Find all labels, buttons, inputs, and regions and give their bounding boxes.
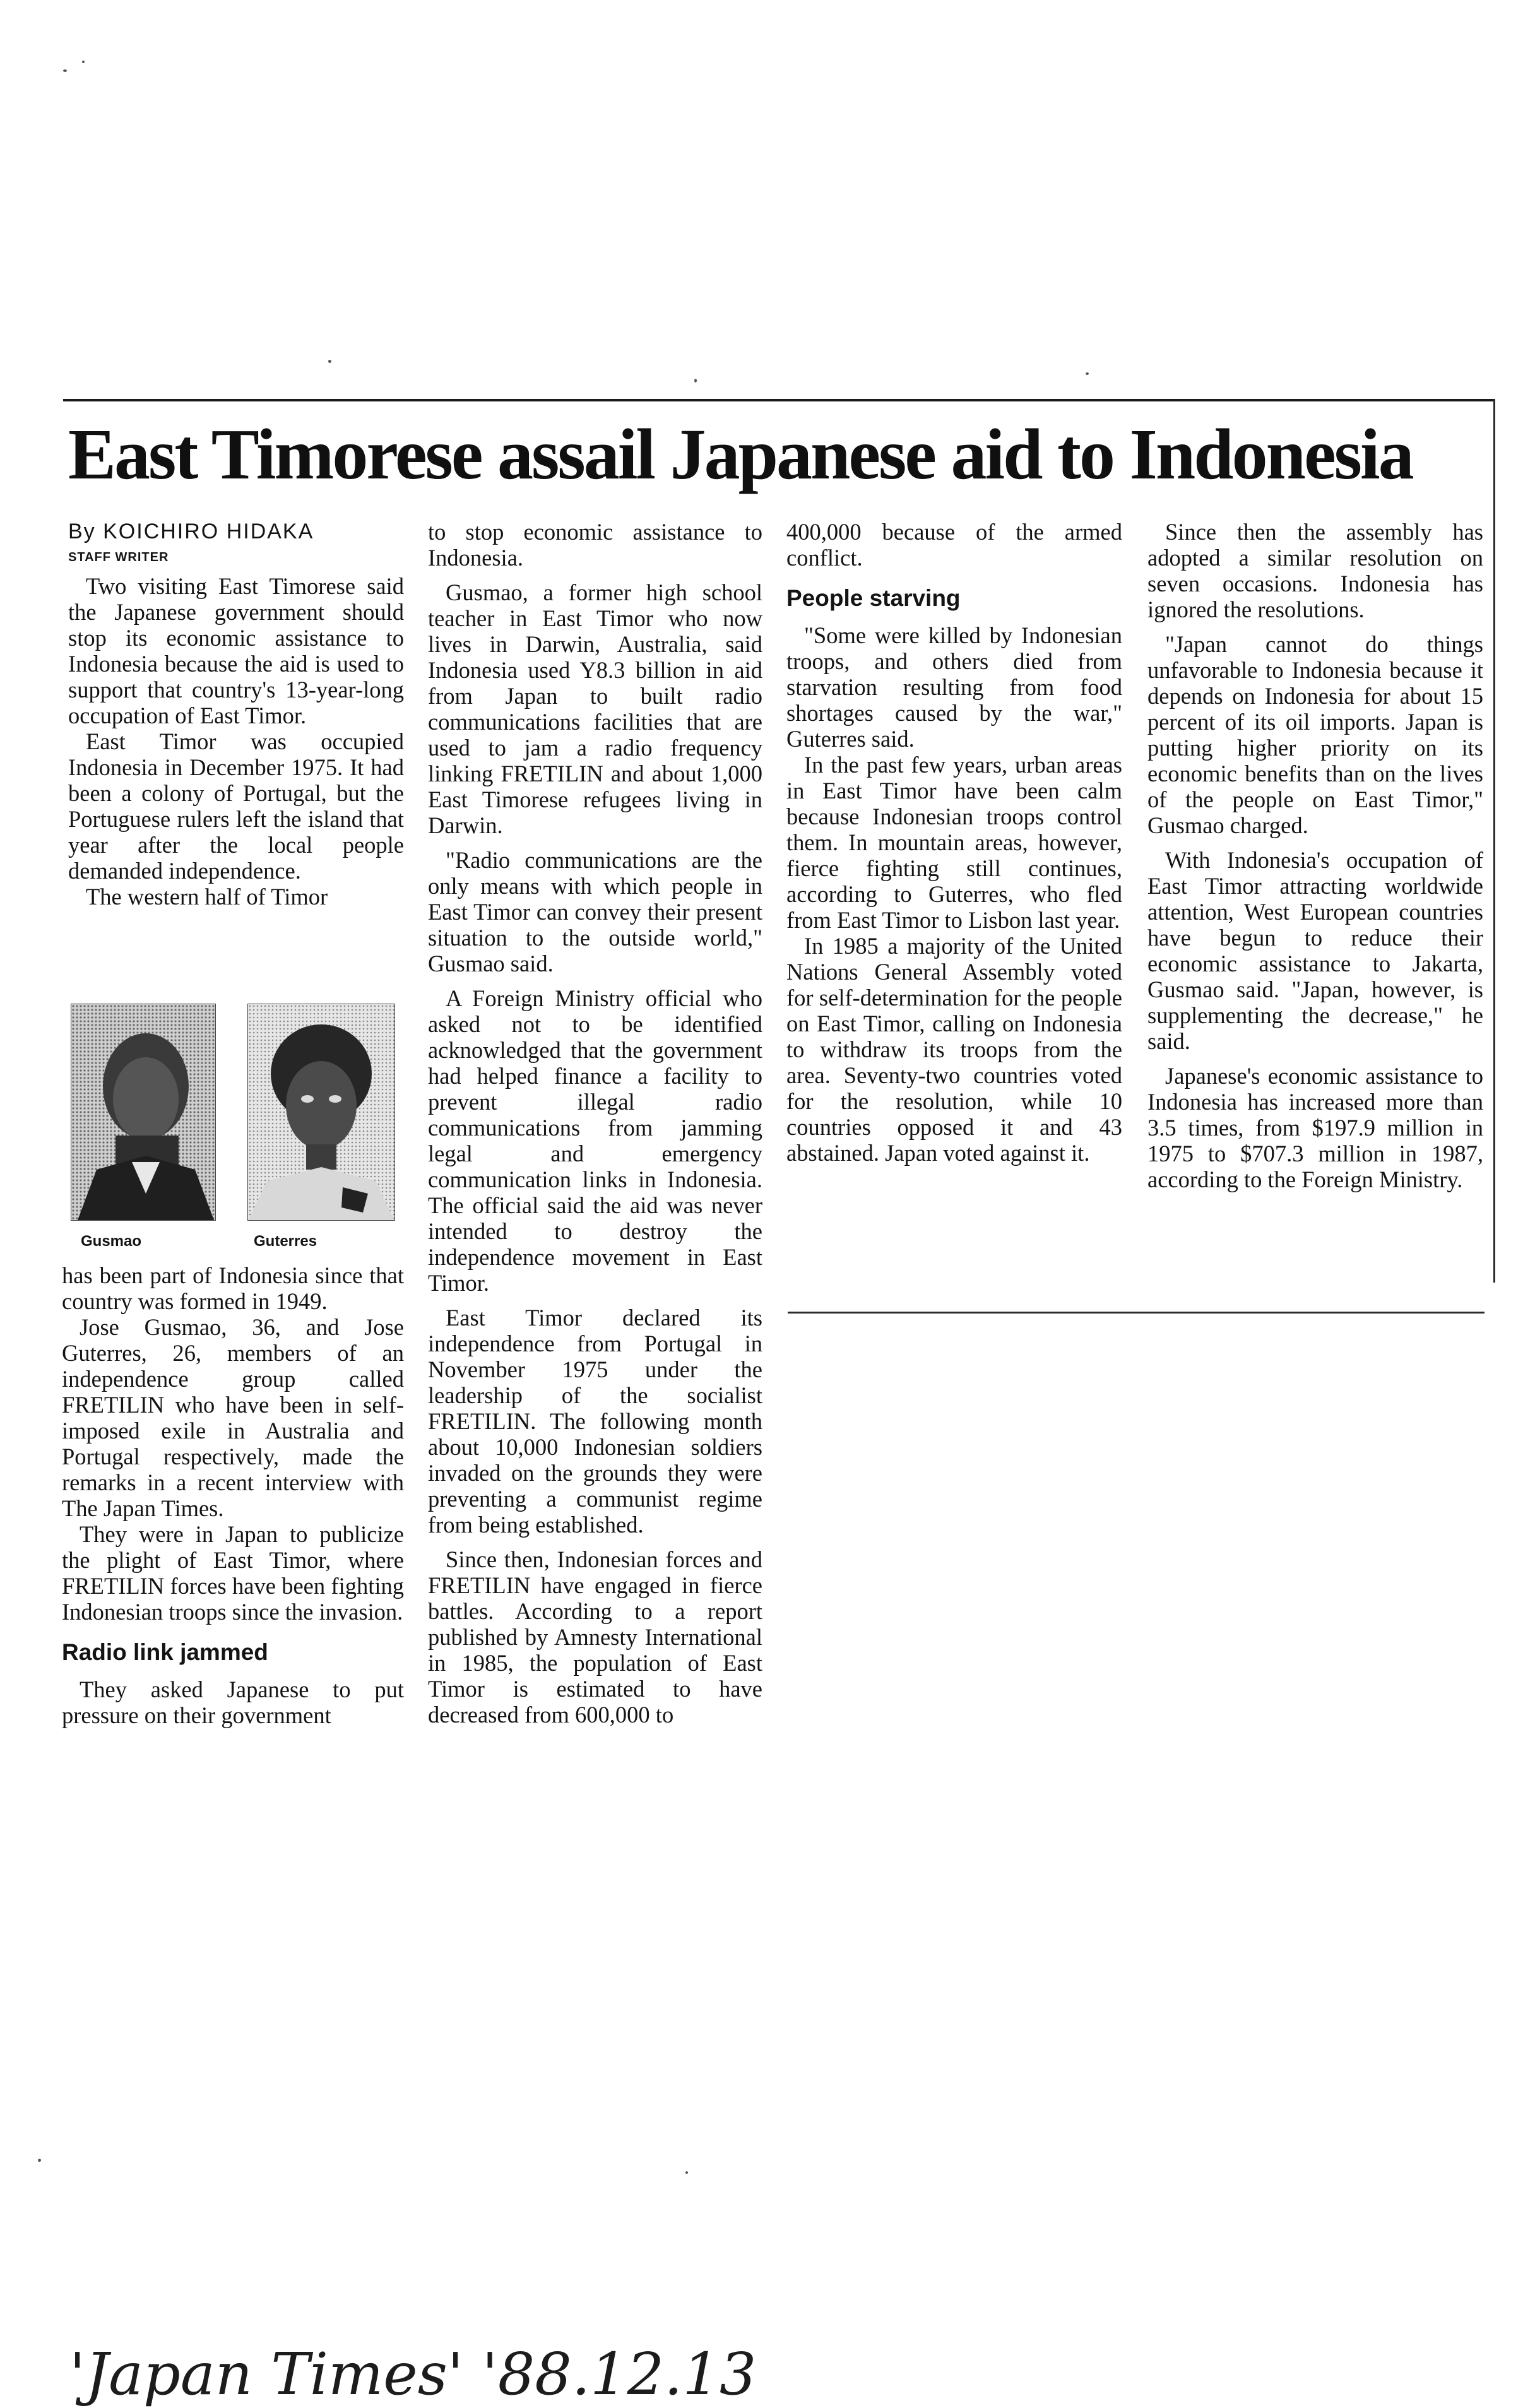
scan-speck [82,61,85,63]
top-rule [63,399,1495,401]
column-1-continued [62,1262,404,1728]
col1-paragraph-1: Two visiting East Timorese said the Japanese government should stop its economic assistance to Indonesia because the aid is used to support that country's 13-year-long occupation of East Timor. [68,573,404,728]
scan-speck [328,360,331,363]
handwritten-date-note: 'Japan Times' '88.12.13 [69,2340,757,2408]
scan-speck [694,379,697,383]
col1-paragraph-4: has been part of Indonesia since that country was formed in 1949. [62,1262,404,1314]
col1-paragraph-2: East Timor was occupied Indonesia in December 1975. It had been a colony of Portugal, but the Portuguese rulers left the island that year after the local people demanded independence. [68,728,404,884]
col4-paragraph-4: Japanese's economic assistance to Indonesia has increased more than 3.5 times, from $197.9 million in 1975 to $707.3 million in 1987, according to the Foreign Ministry. [1147,1063,1483,1192]
column-4 [1147,519,1483,1192]
col1-paragraph-6: They were in Japan to publicize the plight of East Timor, where FRETILIN forces have been fighting Indonesian troops since the invasion. [62,1521,404,1625]
byline-role: STAFF WRITER [68,550,169,564]
scan-speck [63,69,67,72]
col4-paragraph-3: With Indonesia's occupation of East Timor attracting worldwide attention, West European countries have begun to reduce their economic assistance to Jakarta, Gusmao said. "Japan, however, is supplementing the decrease," he said. [1147,847,1483,1054]
scan-speck [38,2159,41,2162]
col2-paragraph-1: to stop economic assistance to Indonesia. [428,519,762,571]
portrait-gusmao-icon [71,1004,215,1220]
byline: By KOICHIRO HIDAKA [68,519,314,543]
col2-paragraph-4: A Foreign Ministry official who asked not to be identified acknowledged that the government had helped finance a facility to prevent illegal radio communications from jamming legal and emergency communication links in Indonesia. The official said the aid was never intended to destroy the independence movement in East Timor. [428,985,762,1296]
col1-paragraph-5: Jose Gusmao, 36, and Jose Guterres, 26, members of an independence group called FRETILIN who have been in self-imposed exile in Australia and Portugal respectively, made the remarks in a recent interview with The Japan Times. [62,1314,404,1521]
column-1 [68,519,404,910]
headline: East Timorese assail Japanese aid to Indonesia [68,414,1413,494]
col3-paragraph-3: In the past few years, urban areas in East Timor have been calm because Indonesian troops control them. In mountain areas, however, fierce fighting still continues, according to Guterres, who fled from East Timor to Lisbon last year. [786,752,1122,933]
photo-caption-guterres: Guterres [254,1233,317,1250]
col3-paragraph-4: In 1985 a majority of the United Nations General Assembly voted for self-determination for the people on East Timor, calling on Indonesia to withdraw its troops from the area. Seventy-two countries voted for the resolution, while 10 countries opposed it and 43 abstained. Japan voted against it. [786,933,1122,1166]
col1-paragraph-7: They asked Japanese to put pressure on their government [62,1676,404,1728]
scan-speck [685,2171,688,2174]
col4-paragraph-2: "Japan cannot do things unfavorable to Indonesia because it depends on Indonesia for about 15 percent of its oil imports. Japan is putting higher priority on its economic benefits than on the lives of the people on East Timor," Gusmao charged. [1147,631,1483,838]
col4-paragraph-1: Since then the assembly has adopted a similar resolution on seven occasions. Indonesia has ignored the resolutions. [1147,519,1483,622]
portrait-guterres-icon [248,1004,394,1220]
article-end-rule [788,1312,1485,1314]
col2-paragraph-6: Since then, Indonesian forces and FRETILIN have engaged in fierce battles. According to a report published by Amnesty International in 1985, the population of East Timor is estimated to have decreased from 600,000 to [428,1546,762,1728]
col2-paragraph-2: Gusmao, a former high school teacher in East Timor who now lives in Darwin, Australia, said Indonesia used Y8.3 billion in aid from Japan to built radio communications facilities that are used to jam a radio frequency linking FRETILIN and about 1,000 East Timorese refugees living in Darwin. [428,579,762,838]
subhead-radio-link: Radio link jammed [62,1639,268,1665]
column-3 [786,519,1122,1166]
guterres-photo [247,1004,395,1221]
right-rule [1493,399,1495,1283]
col3-paragraph-2: "Some were killed by Indonesian troops, and others died from starvation resulting from food shortages caused by the war," Guterres said. [786,622,1122,752]
subhead-people-starving: People starving [786,585,961,611]
col2-paragraph-5: East Timor declared its independence from Portugal in November 1975 under the leadership of the socialist FRETILIN. The following month about 10,000 Indonesian soldiers invaded on the grounds they were preventing a communist regime from being established. [428,1305,762,1538]
col1-paragraph-3: The western half of Timor [86,884,328,910]
column-2 [428,519,762,1728]
photo-caption-gusmao: Gusmao [81,1233,142,1250]
col3-paragraph-1: 400,000 because of the armed conflict. [786,519,1122,571]
scan-speck [1086,372,1089,375]
col2-paragraph-3: "Radio communications are the only means with which people in East Timor can convey their present situation to the outside world," Gusmao said. [428,847,762,976]
gusmao-photo [71,1004,216,1221]
